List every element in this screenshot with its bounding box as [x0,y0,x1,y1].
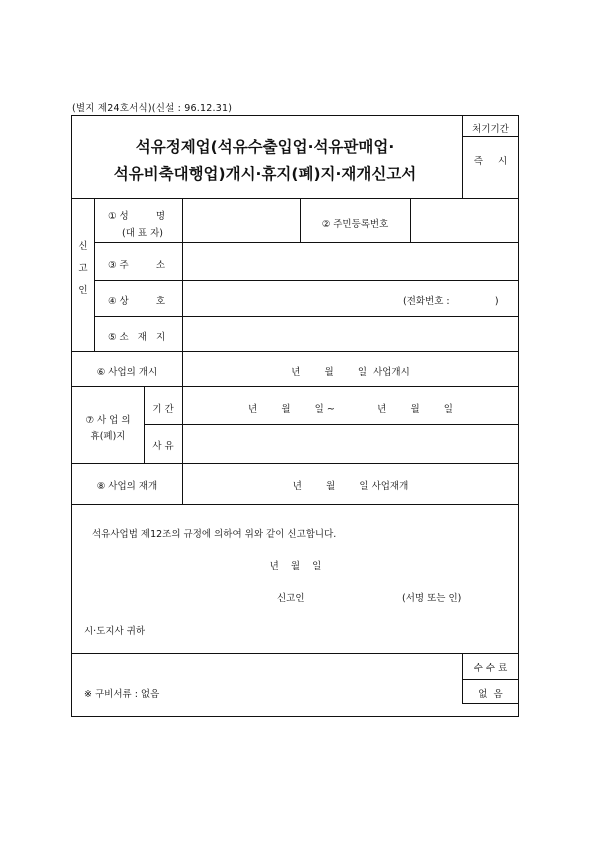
location-field[interactable] [183,317,519,351]
fee-value: 없 음 [478,689,503,700]
side-char: 고 [78,263,88,274]
phone-label[interactable]: (전화번호 : ) [403,296,499,307]
resumption-value[interactable]: 년 월 일 사업재개 [292,481,409,492]
title-line-1: 석유정제업(석유수출입업·석유판매업· [135,138,395,156]
period-label: 기 간 [152,404,174,415]
name-label: ① 성 명 [108,211,166,222]
name-field[interactable] [183,199,300,242]
reporter-side-label [72,236,94,302]
reason-field[interactable] [183,425,519,463]
declaration-date[interactable]: 년 월 일 [269,561,322,572]
report-form [71,115,519,717]
side-char: 신 [78,241,88,252]
resident-number-label: ② 주민등록번호 [321,219,389,230]
address-label: ③ 주 소 [108,260,166,271]
location-label: ⑤ 소 재 지 [108,332,166,343]
processing-period-value: 즉 시 [473,156,508,167]
recipient: 시·도지사 귀하 [84,626,146,637]
business-start-label: ⑥ 사업의 개시 [96,367,158,378]
trade-name-label: ④ 상 호 [108,296,166,307]
suspension-label-line-1: ⑦ 사 업 의 [85,415,131,426]
business-start-value[interactable]: 년 월 일 사업개시 [291,367,410,378]
signature-label[interactable]: (서명 또는 인) [402,593,462,604]
required-documents: ※ 구비서류 : 없음 [84,689,160,700]
resident-number-field[interactable] [411,199,519,242]
form-title [80,134,450,188]
title-line-2: 석유비축대행업)개시·휴지(폐)지·재개신고서 [113,165,417,183]
reporter-label: 신고인 [277,593,305,604]
address-field[interactable] [183,243,519,280]
fee-label: 수 수 료 [473,663,508,674]
name-sub-label: (대 표 자) [122,228,163,239]
processing-period-label: 처기기간 [472,124,509,135]
reason-label: 사 유 [152,441,174,452]
side-char: 인 [78,285,88,296]
trade-name-field[interactable] [183,281,393,316]
declaration-statement: 석유사업법 제12조의 규정에 의하여 위와 같이 신고합니다. [92,529,337,540]
resumption-label: ⑧ 사업의 재개 [96,481,158,492]
period-value[interactable]: 년 월 일 ~ 년 월 일 [248,404,453,415]
suspension-label-line-2: 휴(폐)지 [90,431,126,442]
form-number-note: (별지 제24호서식)(신설 : 96.12.31) [72,103,233,114]
